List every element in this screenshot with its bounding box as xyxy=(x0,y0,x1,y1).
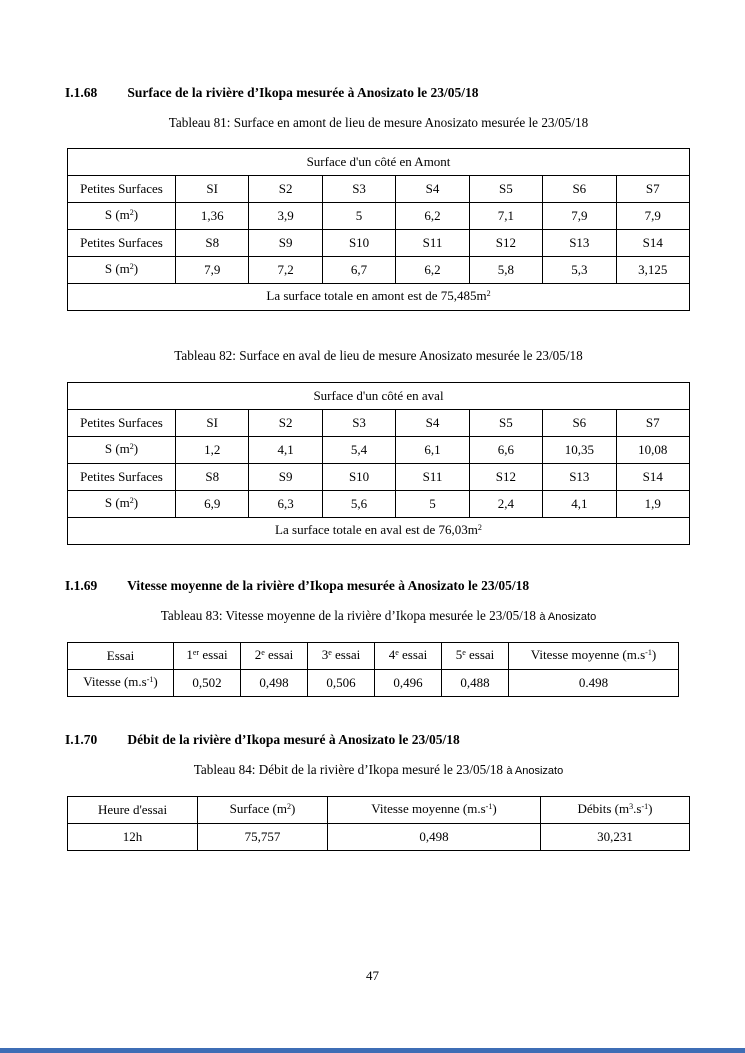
label-text: essai xyxy=(264,647,294,662)
value-row xyxy=(68,824,690,851)
label-text: S (m xyxy=(104,261,130,276)
label-text: 5 xyxy=(455,647,463,662)
label-text: ) xyxy=(133,441,139,456)
value-cell: 7,2 xyxy=(249,257,322,284)
value-cell: 0,498 xyxy=(241,670,308,697)
col-header-cell: S12 xyxy=(469,464,542,491)
col-header-cell: S10 xyxy=(322,230,395,257)
label-text: ) xyxy=(133,495,139,510)
value-cell: 7,9 xyxy=(616,203,689,230)
label-text: Surface (m xyxy=(229,801,287,816)
value-cell: 0.498 xyxy=(509,670,679,697)
label-text: ) xyxy=(133,261,139,276)
row-label-cell: Petites Surfaces xyxy=(68,230,176,257)
col-header-cell: S5 xyxy=(469,410,542,437)
superscript: 2 xyxy=(129,442,134,452)
col-header-cell xyxy=(198,797,328,824)
section-number: I.1.70 xyxy=(65,732,98,747)
header-row xyxy=(68,797,690,824)
section-number: I.1.68 xyxy=(65,85,98,100)
row-label-cell xyxy=(68,437,176,464)
col-header-cell: S13 xyxy=(543,464,616,491)
superscript: 2 xyxy=(287,802,292,812)
row-label-cell xyxy=(68,491,176,518)
col-header-cell: SI xyxy=(176,410,249,437)
section-heading-69 xyxy=(65,577,692,595)
caption-suffix: à Anosizato xyxy=(539,611,597,623)
value-row xyxy=(68,437,690,464)
table83-vitesse-moyenne xyxy=(67,642,679,697)
value-cell: 1,9 xyxy=(616,491,689,518)
page-number: 47 xyxy=(366,968,379,983)
col-header-cell: S8 xyxy=(176,230,249,257)
label-text: 1 xyxy=(186,647,193,662)
label-text: 3 xyxy=(321,647,329,662)
window-edge-bar xyxy=(0,1048,745,1053)
col-header-cell: S12 xyxy=(469,230,542,257)
superscript: e xyxy=(462,648,466,658)
section-title: Débit de la rivière d’Ikopa mesuré à Anosizato le 23/05/18 xyxy=(127,732,460,747)
superscript: 2 xyxy=(486,289,491,299)
superscript: 2 xyxy=(129,208,134,218)
header-row xyxy=(68,643,679,670)
value-cell: 5,6 xyxy=(322,491,395,518)
section-title: Surface de la rivière d’Ikopa mesurée à Anosizato le 23/05/18 xyxy=(127,85,479,100)
superscript: e xyxy=(261,648,265,658)
superscript: 3 xyxy=(629,802,634,812)
col-header-cell xyxy=(328,797,541,824)
col-header-cell xyxy=(308,643,375,670)
col-header-cell: S9 xyxy=(249,230,322,257)
value-cell: 0,502 xyxy=(174,670,241,697)
label-text: ) xyxy=(648,801,653,816)
value-cell: 6,2 xyxy=(396,257,469,284)
col-header-cell: SI xyxy=(176,176,249,203)
label-text: 4 xyxy=(388,647,396,662)
value-cell: 1,36 xyxy=(176,203,249,230)
value-cell: 5,4 xyxy=(322,437,395,464)
table-title-row xyxy=(68,383,690,410)
value-cell: 4,1 xyxy=(543,491,616,518)
label-text: ) xyxy=(492,801,497,816)
section-heading-68 xyxy=(65,84,692,102)
value-cell: 0,506 xyxy=(308,670,375,697)
value-row xyxy=(68,670,679,697)
col-header-cell xyxy=(375,643,442,670)
label-text: essai xyxy=(398,647,428,662)
total-cell xyxy=(68,284,690,311)
row-label-cell: Petites Surfaces xyxy=(68,176,176,203)
label-text: Débits (m xyxy=(577,801,630,816)
value-cell: 3,125 xyxy=(616,257,689,284)
section-title: Vitesse moyenne de la rivière d’Ikopa mesurée à Anosizato le 23/05/18 xyxy=(127,578,530,593)
row-label-cell xyxy=(68,670,174,697)
label-text: Vitesse moyenne (m.s xyxy=(530,647,646,662)
value-cell: 7,9 xyxy=(176,257,249,284)
caption-text: Tableau 83: Vitesse moyenne de la rivière d’Ikopa mesurée le 23/05/18 xyxy=(160,608,540,623)
caption-suffix: à Anosizato xyxy=(506,765,564,777)
label-text: Vitesse (m.s xyxy=(83,674,147,689)
value-cell: 4,1 xyxy=(249,437,322,464)
label-text: S (m xyxy=(104,441,130,456)
col-header-cell xyxy=(174,643,241,670)
col-header-cell: S3 xyxy=(322,410,395,437)
table81-caption: Tableau 81: Surface en amont de lieu de mesure Anosizato mesurée le 23/05/18 xyxy=(168,115,589,130)
col-header-cell: S6 xyxy=(543,176,616,203)
header-row xyxy=(68,464,690,491)
table-title-cell: Surface d'un côté en aval xyxy=(68,383,690,410)
value-cell: 6,7 xyxy=(322,257,395,284)
value-cell: 1,2 xyxy=(176,437,249,464)
superscript: -1 xyxy=(485,802,493,812)
label-text: ) xyxy=(153,674,158,689)
col-header-cell: S7 xyxy=(616,176,689,203)
col-header-cell: S2 xyxy=(249,176,322,203)
col-header-cell: S10 xyxy=(322,464,395,491)
header-row xyxy=(68,176,690,203)
value-cell: 6,6 xyxy=(469,437,542,464)
value-cell: 5,8 xyxy=(469,257,542,284)
superscript: -1 xyxy=(645,648,652,658)
col-header-cell: S8 xyxy=(176,464,249,491)
value-cell: 3,9 xyxy=(249,203,322,230)
table81-surface-amont xyxy=(67,148,690,311)
row-label-cell xyxy=(68,257,176,284)
table82-surface-aval xyxy=(67,382,690,545)
total-row xyxy=(68,284,690,311)
label-text: .s xyxy=(633,801,642,816)
value-row xyxy=(68,257,690,284)
superscript: -1 xyxy=(641,802,649,812)
superscript: -1 xyxy=(146,675,154,685)
header-row xyxy=(68,230,690,257)
superscript: e xyxy=(395,648,399,658)
label-text: ) xyxy=(133,207,139,222)
col-header-cell: S9 xyxy=(249,464,322,491)
col-header-cell xyxy=(442,643,509,670)
value-row xyxy=(68,491,690,518)
table84-debit xyxy=(67,796,690,851)
col-header-cell xyxy=(241,643,308,670)
table83-caption xyxy=(65,607,692,626)
total-text: La surface totale en aval est de 76,03m xyxy=(275,522,478,537)
table82-caption: Tableau 82: Surface en aval de lieu de mesure Anosizato mesurée le 23/05/18 xyxy=(174,348,583,363)
row-label-cell: Petites Surfaces xyxy=(68,464,176,491)
superscript: 2 xyxy=(129,262,134,272)
col-header-cell xyxy=(509,643,679,670)
value-cell: 0,498 xyxy=(328,824,541,851)
superscript: er xyxy=(192,648,200,658)
value-cell: 0,488 xyxy=(442,670,509,697)
value-cell: 5 xyxy=(322,203,395,230)
col-header-cell xyxy=(541,797,690,824)
value-cell: 0,496 xyxy=(375,670,442,697)
value-cell: 5,3 xyxy=(543,257,616,284)
row-label-cell: Petites Surfaces xyxy=(68,410,176,437)
value-cell: 2,4 xyxy=(469,491,542,518)
label-text: essai xyxy=(199,647,228,662)
table-title-cell: Surface d'un côté en Amont xyxy=(68,149,690,176)
table-title-row xyxy=(68,149,690,176)
value-cell: 75,757 xyxy=(198,824,328,851)
value-cell: 12h xyxy=(68,824,198,851)
value-cell: 5 xyxy=(396,491,469,518)
superscript: 2 xyxy=(129,496,134,506)
col-header-cell: S7 xyxy=(616,410,689,437)
label-text: essai xyxy=(465,647,495,662)
col-header-cell: Heure d'essai xyxy=(68,797,198,824)
value-cell: 7,9 xyxy=(543,203,616,230)
row-label-cell xyxy=(68,203,176,230)
value-cell: 10,35 xyxy=(543,437,616,464)
section-number: I.1.69 xyxy=(65,578,98,593)
value-cell: 10,08 xyxy=(616,437,689,464)
header-row xyxy=(68,410,690,437)
col-header-cell: S13 xyxy=(543,230,616,257)
total-cell xyxy=(68,518,690,545)
value-cell: 6,3 xyxy=(249,491,322,518)
label-text: essai xyxy=(331,647,361,662)
label-text: S (m xyxy=(104,207,130,222)
value-cell: 6,1 xyxy=(396,437,469,464)
value-cell: 6,2 xyxy=(396,203,469,230)
label-text: Vitesse moyenne (m.s xyxy=(371,801,486,816)
value-row xyxy=(68,203,690,230)
col-header-cell: S4 xyxy=(396,410,469,437)
col-header-cell: S14 xyxy=(616,464,689,491)
superscript: 2 xyxy=(477,523,482,533)
value-cell: 7,1 xyxy=(469,203,542,230)
col-header-cell: S14 xyxy=(616,230,689,257)
col-header-cell: S11 xyxy=(396,230,469,257)
total-row xyxy=(68,518,690,545)
total-text: La surface totale en amont est de 75,485m xyxy=(266,288,487,303)
col-header-cell: S11 xyxy=(396,464,469,491)
value-cell: 30,231 xyxy=(541,824,690,851)
table84-caption xyxy=(65,761,692,780)
caption-text: Tableau 84: Débit de la rivière d’Ikopa mesuré le 23/05/18 xyxy=(193,762,507,777)
value-cell: 6,9 xyxy=(176,491,249,518)
col-header-cell: S2 xyxy=(249,410,322,437)
label-text: 2 xyxy=(254,647,262,662)
superscript: e xyxy=(328,648,332,658)
col-header-cell: S4 xyxy=(396,176,469,203)
label-text: ) xyxy=(651,647,657,662)
col-header-cell: Essai xyxy=(68,643,174,670)
col-header-cell: S6 xyxy=(543,410,616,437)
label-text: S (m xyxy=(104,495,130,510)
col-header-cell: S3 xyxy=(322,176,395,203)
label-text: ) xyxy=(291,801,296,816)
col-header-cell: S5 xyxy=(469,176,542,203)
section-heading-70 xyxy=(65,731,692,749)
